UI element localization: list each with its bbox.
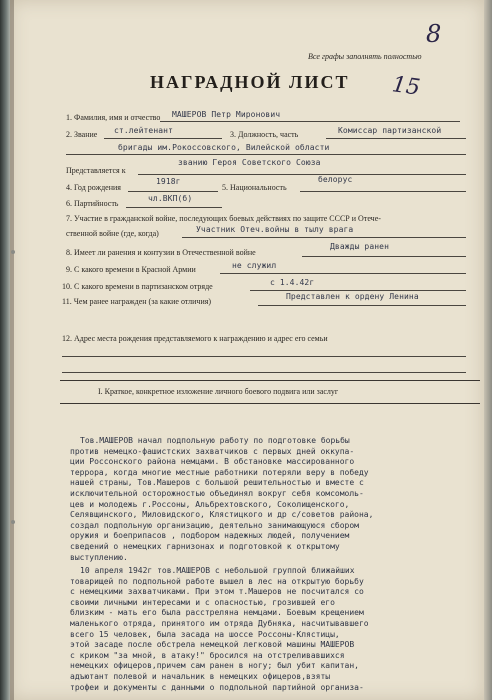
citation-line: 10 апреля 1942г тов.МАШЕРОВ с небольшой группой ближайших [80, 566, 355, 575]
citation-line: Тов.МАШЕРОВ начал подпольную работу по подготовке борьбы [80, 436, 350, 445]
field-9-line [220, 273, 466, 274]
field-11-label: 11. Чем ранее награжден (за какие отличия) [62, 297, 212, 306]
citation-line: с криком "за мной, в атаку!" бросился на отстреливавшихся [70, 650, 345, 660]
presented-for-label: Представляется к [66, 166, 126, 175]
citation-line: близким - мать его была расстреляна немцами. Боевым крещением [70, 608, 364, 618]
citation-line: адъютант полевой и начальник в немецких офицеров,взяты [70, 671, 331, 681]
field-3-line-2 [66, 154, 466, 155]
field-3-line [326, 138, 466, 139]
field-3-value-continued: бригады им.Рокоссовского, Вилейской области [118, 143, 330, 152]
citation-line: против немецко-фашистских захватчиков с первых дней оккупа- [70, 446, 355, 456]
page-title: НАГРАДНОЙ ЛИСТ [150, 72, 350, 92]
field-4-line [128, 191, 218, 192]
field-7-value: Участник Отеч.войны в тылу врага [196, 225, 354, 234]
field-11-value: Представлен к ордену Ленина [286, 292, 419, 301]
field-10-value: с 1.4.42г [270, 278, 315, 287]
field-1-line [160, 121, 460, 122]
field-2-label: 2. Звание [66, 130, 98, 139]
field-7-line [182, 237, 466, 238]
binding-hole [11, 250, 15, 254]
citation-line: нашей страны, Тов.Машеров с большой решительностью и вместе с [70, 478, 364, 488]
handwritten-stamp-number: 15 [390, 72, 422, 101]
citation-line: Селявщинского, Миловидского, Клястицкого и др с/советов района, [70, 510, 374, 520]
field-5-value: белорус [318, 175, 353, 184]
citation-line: создал подпольную организацию, деятельно занимающуюся сбором [70, 520, 359, 530]
binding-hole [11, 520, 15, 524]
presented-for-value: званию Героя Советского Союза [178, 158, 321, 167]
citation-line: маленького отряда, принятого им отряда Дубняка, насчитывавшего [70, 618, 369, 628]
citation-line: с немецкими захватчиками. При этом т.Машеров не посчитался со [70, 587, 364, 597]
presented-for-line [138, 174, 466, 175]
corner-handwritten-number: 8 [426, 20, 442, 48]
field-8-label: 8. Имеет ли ранения и контузии в Отечественной войне [66, 248, 256, 257]
citation-line: ции Россонского района немцами. В обстановке массированного [70, 457, 355, 467]
scanner-frame-right [484, 0, 492, 700]
citation-line: исключительной осторожностью объединял вокруг себя комсомоль- [70, 488, 364, 498]
field-3-label: 3. Должность, часть [230, 130, 299, 139]
citation-line: своими личными интересами и с опасностью, грозившей его [70, 597, 335, 607]
field-9-value: не служил [232, 261, 277, 270]
section-heading: I. Краткое, конкретное изложение личного боевого подвига или заслуг [98, 387, 339, 396]
field-3-value: Комиссар партизанской [338, 126, 442, 135]
citation-line: сведений о немецких гарнизонах и подготовкой к открытому [70, 541, 340, 551]
citation-line: товарищей по подпольной работе вышел в лес на открытую борьбу [70, 576, 364, 586]
field-11-line [258, 305, 466, 306]
field-7-label-continued: ственной войне (где, когда) [66, 229, 159, 238]
binding-spine [10, 0, 14, 700]
field-12-line-1 [62, 356, 466, 357]
field-2-value: ст.лейтенант [114, 126, 173, 135]
field-9-label: 9. С какого времени в Красной Армии [66, 265, 196, 274]
field-5-label: 5. Национальность [222, 183, 287, 192]
field-4-value: 1918г [156, 177, 181, 186]
citation-line: террора, когда многие местные работники потеряли веру в победу [70, 467, 369, 477]
field-1-label: 1. Фамилия, имя и отчество [66, 113, 161, 122]
field-6-label: 6. Партийность [66, 199, 119, 208]
field-12-label: 12. Адрес места рождения представляемого к награждению и адрес его семьи [62, 334, 328, 343]
citation-line: немецких офицеров,причем сам ранен в ногу; был убит капитан, [70, 661, 359, 671]
field-1-value: МАШЕРОВ Петр Миронович [172, 110, 281, 119]
field-10-label: 10. С какого времени в партизанском отряде [62, 282, 213, 291]
field-4-label: 4. Год рождения [66, 183, 121, 192]
citation-line: цев и молодежь г.Россоны, Альбрехтовского, Соколищенского, [70, 499, 350, 509]
field-12-line-2 [62, 372, 466, 373]
field-2-line [104, 138, 222, 139]
field-6-line [126, 207, 222, 208]
field-10-line [250, 290, 466, 291]
citation-line: выступлению. [70, 552, 128, 562]
citation-line: этой засаде после обстрела немецкой легковой машины МАШЕРОВ [70, 640, 355, 650]
citation-line: трофеи и документы с данными о подпольной партийной организа- [70, 682, 364, 692]
scanner-frame-left [0, 0, 10, 700]
field-8-value: Дважды ранен [330, 242, 389, 251]
field-8-line [302, 256, 466, 257]
citation-paragraph-1 [70, 436, 470, 563]
fill-all-fields-note: Все графы заполнять полностью [308, 52, 422, 61]
citation-paragraph-2 [70, 566, 470, 693]
field-5-line [300, 191, 466, 192]
citation-line: оружия и боеприпасов , подбором надежных людей, получением [70, 531, 350, 541]
citation-line: всего 15 человек, была засада на шоссе Россоны-Клястицы, [70, 629, 340, 639]
field-6-value: чл.ВКП(б) [148, 194, 193, 203]
field-7-label: 7. Участие в гражданской войне, последующих боевых действиях по защите СССР и Отече- [66, 214, 381, 223]
